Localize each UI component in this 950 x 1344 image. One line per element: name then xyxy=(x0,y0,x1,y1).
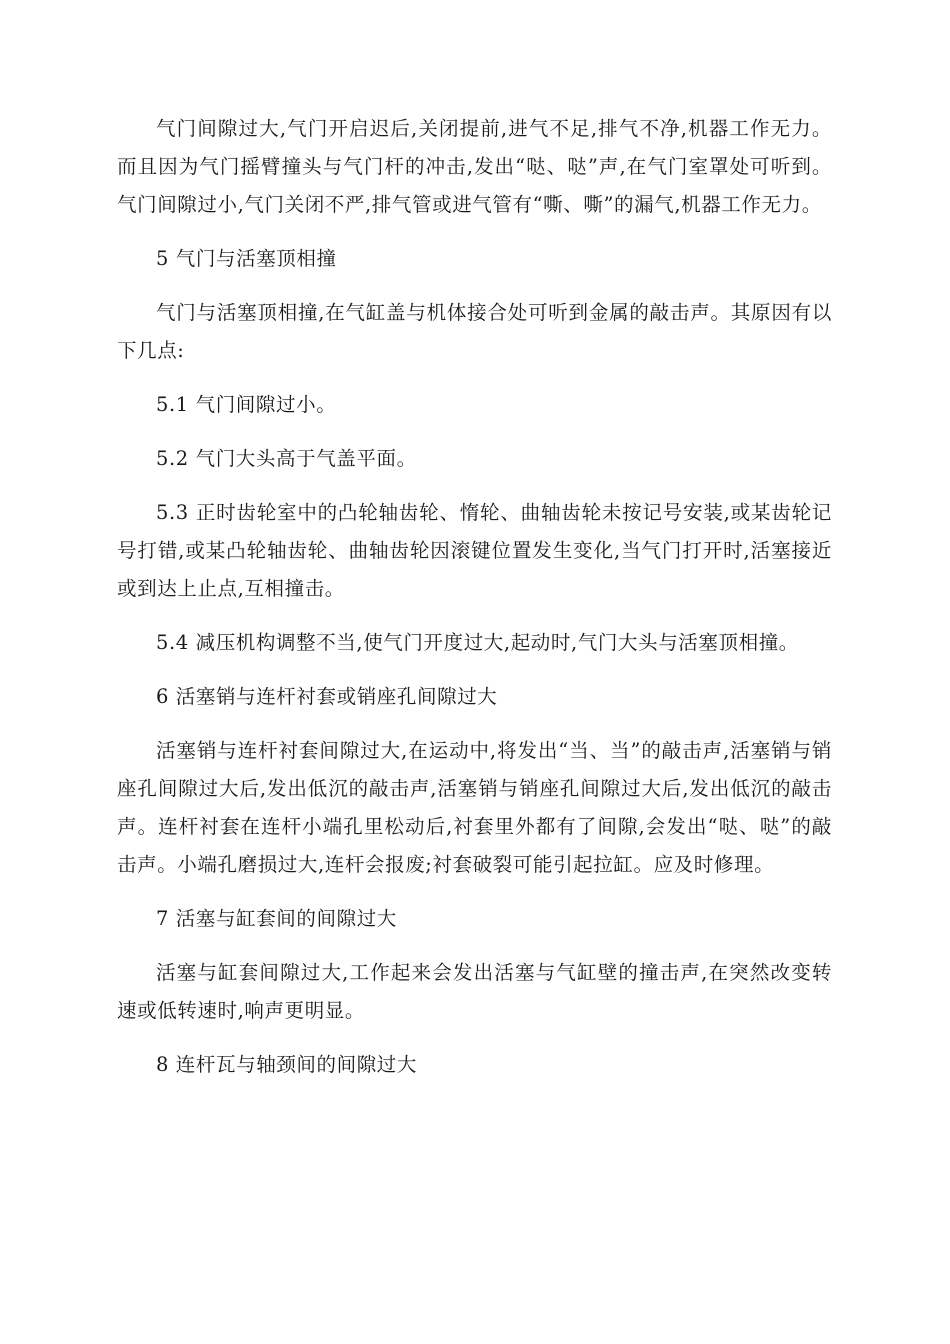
paragraph-valve-piston-collision: 气门与活塞顶相撞,在气缸盖与机体接合处可听到金属的敲击声。其原因有以下几点: xyxy=(117,301,832,362)
list-item-5-1: 5.1 气门间隙过小。 xyxy=(156,393,337,416)
section-heading-7: 7 活塞与缸套间的间隙过大 xyxy=(156,907,397,930)
section-heading-6: 6 活塞销与连杆衬套或销座孔间隙过大 xyxy=(156,685,498,708)
section-heading-5: 5 气门与活塞顶相撞 xyxy=(156,247,337,270)
list-item-5-3: 5.3 正时齿轮室中的凸轮轴齿轮、惰轮、曲轴齿轮未按记号安装,或某齿轮记号打错,或某凸轮轴齿轮、曲轴齿轮因滚键位置发生变化,当气门打开时,活塞接近或到达上止点,互相撞击。 xyxy=(117,501,832,600)
list-item-5-4: 5.4 减压机构调整不当,使气门开度过大,起动时,气门大头与活塞顶相撞。 xyxy=(156,631,799,654)
paragraph-piston-liner: 活塞与缸套间隙过大,工作起来会发出活塞与气缸壁的撞击声,在突然改变转速或低转速时,响声更明显。 xyxy=(117,961,832,1022)
list-item-5-2: 5.2 气门大头高于气盖平面。 xyxy=(156,447,417,470)
section-heading-8: 8 连杆瓦与轴颈间的间隙过大 xyxy=(156,1053,418,1076)
paragraph-valve-clearance: 气门间隙过大,气门开启迟后,关闭提前,进气不足,排气不净,机器工作无力。而且因为气门摇臂撞头与气门杆的冲击,发出“哒、哒”声,在气门室罩处可听到。气门间隙过小,气门关闭不严,排气管或进气管有“嘶、嘶”的漏气,机器工作无力。 xyxy=(117,117,832,216)
document-body xyxy=(117,110,832,1100)
paragraph-piston-pin: 活塞销与连杆衬套间隙过大,在运动中,将发出“当、当”的敲击声,活塞销与销座孔间隙过大后,发出低沉的敲击声,活塞销与销座孔间隙过大后,发出低沉的敲击声。连杆衬套在连杆小端孔里松动后,衬套里外都有了间隙,会发出“哒、哒”的敲击声。小端孔磨损过大,连杆会报废;衬套破裂可能引起拉缸。应及时修理。 xyxy=(117,739,832,876)
